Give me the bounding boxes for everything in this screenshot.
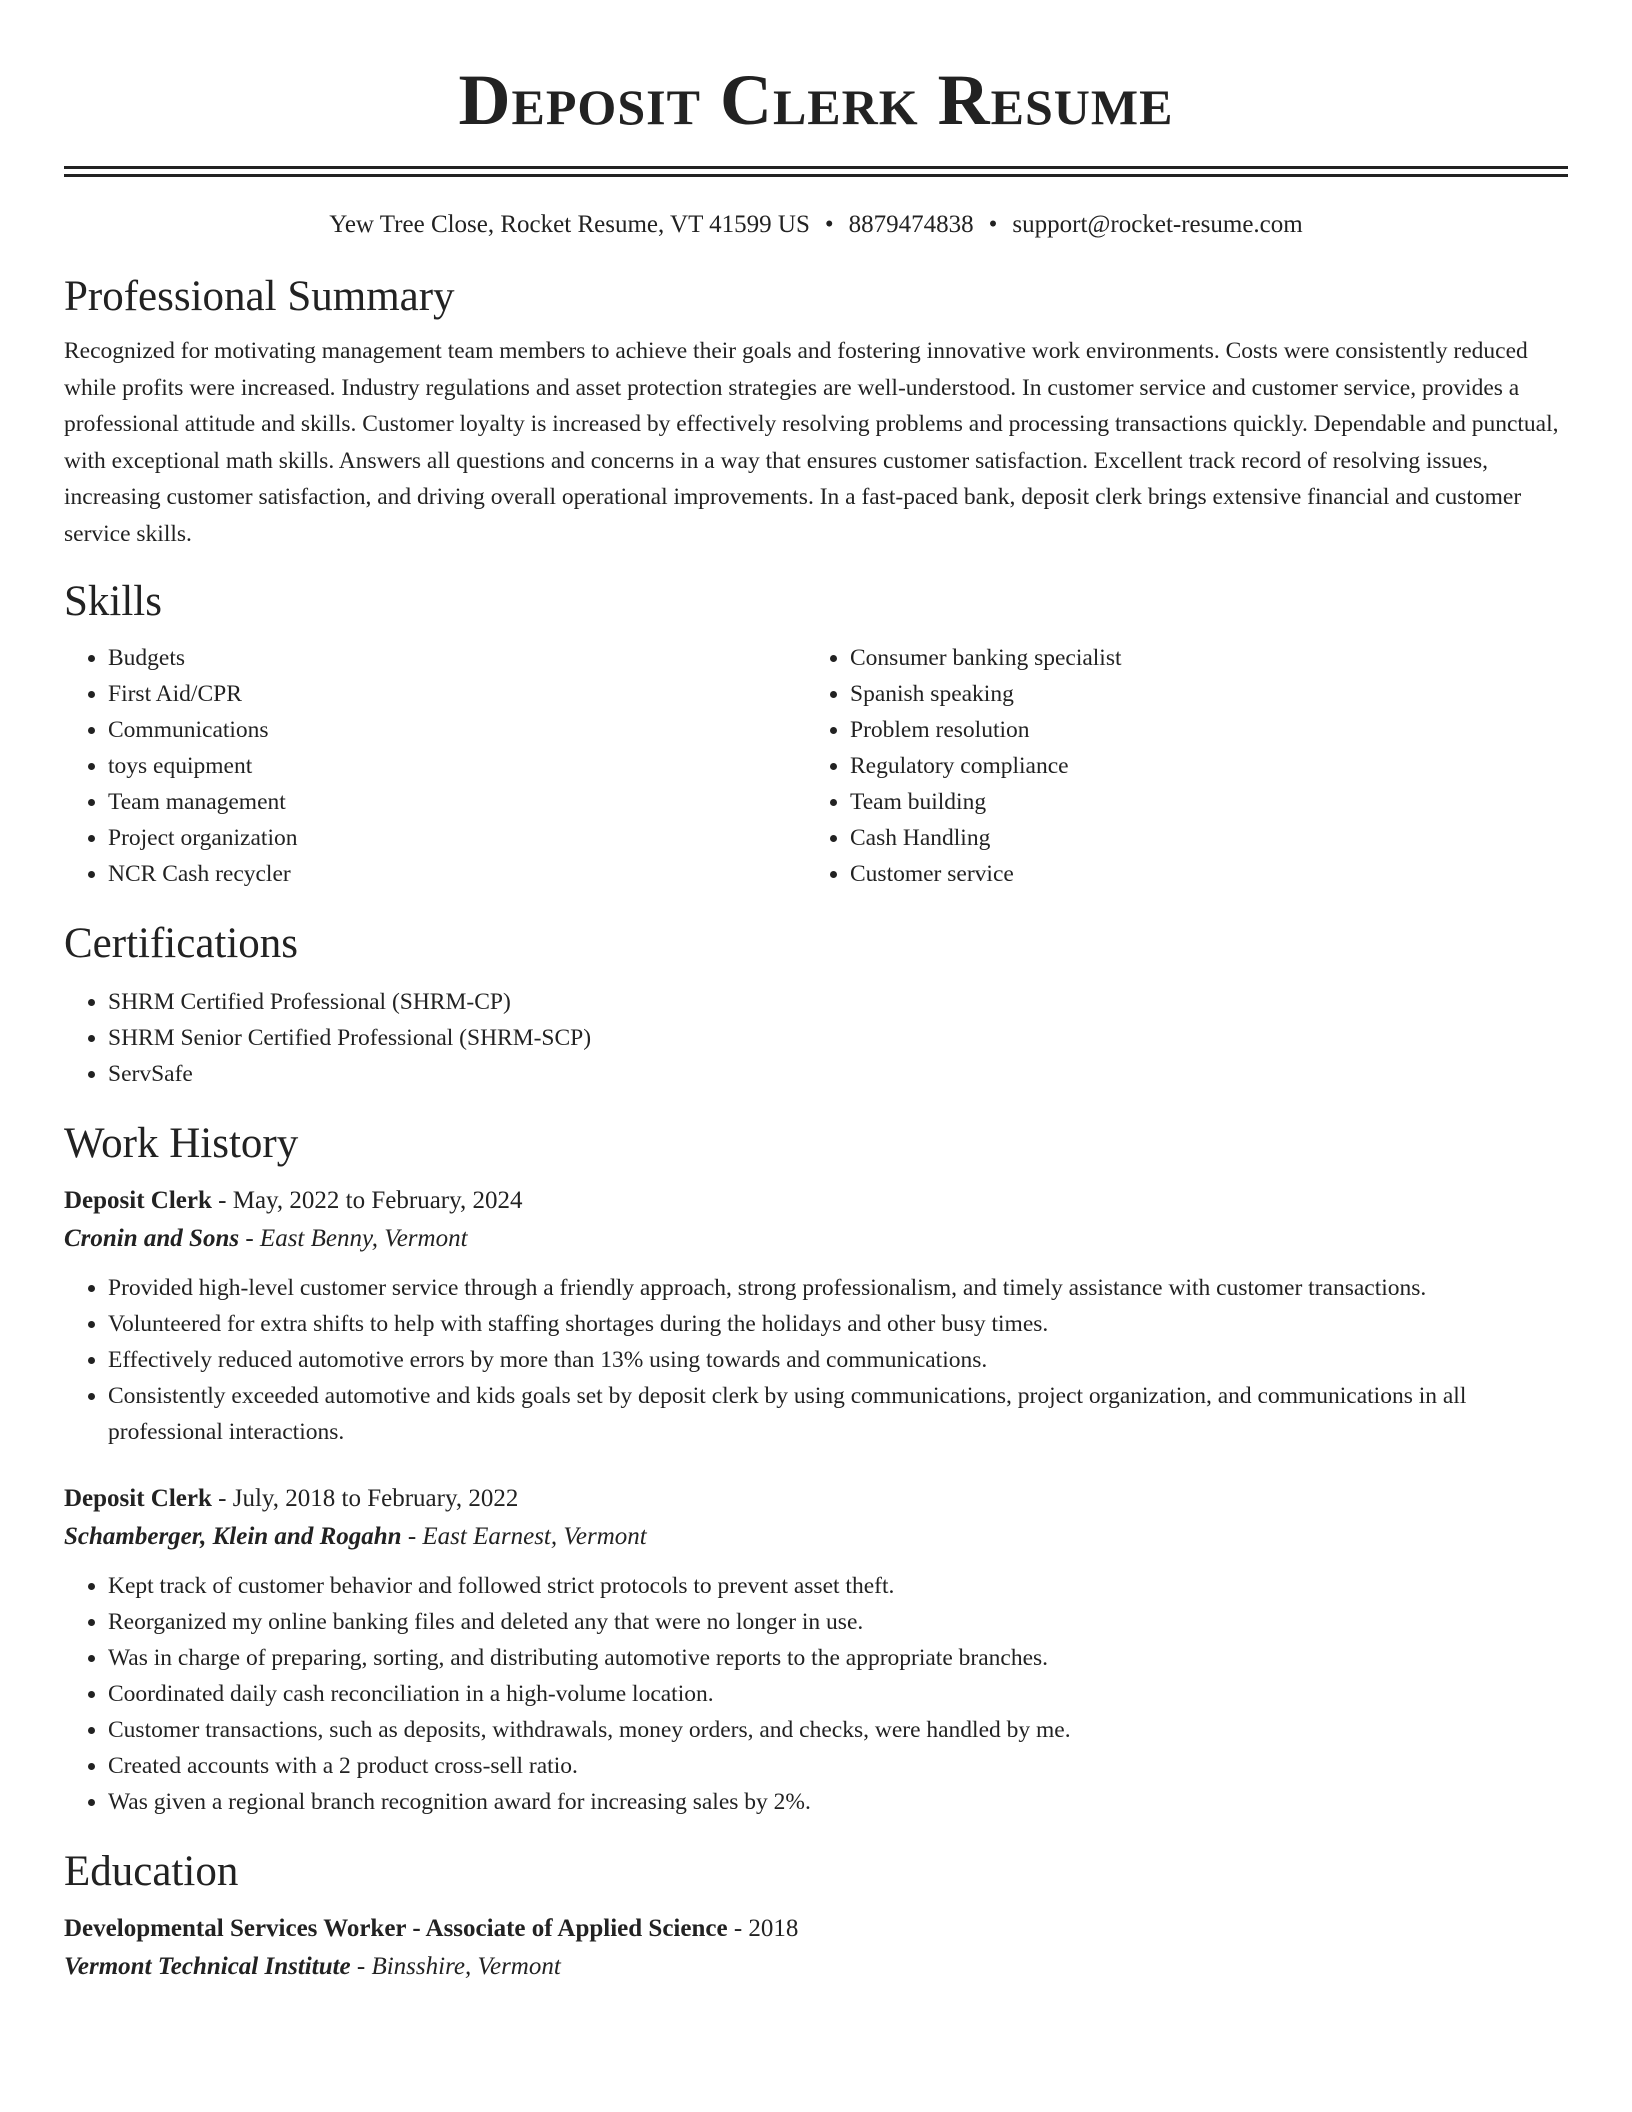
certifications-heading: Certifications [64, 920, 299, 967]
education-school: Vermont Technical Institute [64, 1953, 351, 1980]
job-entry [64, 1480, 1568, 1820]
job-bullet: • Customer transactions, such as deposits, withdrawals, money orders, and checks, were handled by me. [108, 1712, 1568, 1748]
job-bullet: • Provided high-level customer service through a friendly approach, strong professionalism, and timely assistance with customer transactions. [108, 1270, 1568, 1306]
skill-item: • Customer service [850, 856, 1548, 892]
job-bullet: • Consistently exceeded automotive and kids goals set by deposit clerk by using communications, project organization, and communications in all professional interactions. [108, 1378, 1568, 1450]
certification-item: • SHRM Certified Professional (SHRM-CP) [108, 984, 1568, 1020]
skill-item: • Team management [108, 784, 806, 820]
contact-address: Yew Tree Close, Rocket Resume, VT 41599 US [329, 211, 810, 238]
title-divider-top [64, 166, 1568, 169]
skill-item: • NCR Cash recycler [108, 856, 806, 892]
skill-item: • toys equipment [108, 748, 806, 784]
job-bullet: • Kept track of customer behavior and followed strict protocols to prevent asset theft. [108, 1568, 1568, 1604]
education-header [64, 1910, 1568, 1948]
certification-item: • ServSafe [108, 1056, 1568, 1092]
skills-heading: Skills [64, 578, 162, 625]
job-company: Cronin and Sons [64, 1225, 240, 1252]
certification-item: • SHRM Senior Certified Professional (SHRM-SCP) [108, 1020, 1568, 1056]
job-bullet: • Coordinated daily cash reconciliation in a high-volume location. [108, 1676, 1568, 1712]
job-entry [64, 1182, 1568, 1450]
job-bullets [64, 1568, 1568, 1820]
education-school-line [64, 1948, 1568, 1986]
contact-separator: • [824, 211, 834, 238]
job-bullet: • Was given a regional branch recognition award for increasing sales by 2%. [108, 1784, 1568, 1820]
work-history-heading: Work History [64, 1120, 299, 1167]
title-divider-bottom [64, 174, 1568, 177]
skill-item: • Project organization [108, 820, 806, 856]
skills-grid [64, 640, 1568, 892]
job-bullet: • Reorganized my online banking files and deleted any that were no longer in use. [108, 1604, 1568, 1640]
job-employer [64, 1220, 1568, 1258]
job-dates: - May, 2022 to February, 2024 [218, 1187, 523, 1214]
education-entry [64, 1910, 1568, 1986]
job-bullet: • Was in charge of preparing, sorting, and distributing automotive reports to the appropriate branches. [108, 1640, 1568, 1676]
skill-item: • First Aid/CPR [108, 676, 806, 712]
contact-separator: • [988, 211, 998, 238]
skill-item: • Problem resolution [850, 712, 1548, 748]
skill-item: • Team building [850, 784, 1548, 820]
job-location: - East Benny, Vermont [245, 1225, 468, 1252]
job-bullet: • Created accounts with a 2 product cross-sell ratio. [108, 1748, 1568, 1784]
skill-item: • Consumer banking specialist [850, 640, 1548, 676]
job-location: - East Earnest, Vermont [407, 1523, 647, 1550]
education-heading: Education [64, 1848, 239, 1895]
skills-column-right [806, 640, 1548, 892]
education-degree: Developmental Services Worker - Associate of Applied Science [64, 1915, 728, 1942]
contact-phone: 8879474838 [848, 211, 974, 238]
job-dates: - July, 2018 to February, 2022 [218, 1485, 519, 1512]
skill-item: • Communications [108, 712, 806, 748]
contact-email: support@rocket-resume.com [1012, 211, 1303, 238]
summary-text: Recognized for motivating management team members to achieve their goals and fostering innovative work environments. Costs were consistently reduced while profits were increased. Industry regulations and asset protection strategies are well-understood. In customer service and customer service, provides a professional attitude and skills. Customer loyalty is increased by effectively resolving problems and processing transactions quickly. Dependable and punctual, with exceptional math skills. Answers all questions and concerns in a way that ensures customer satisfaction. Excellent track record of resolving issues, increasing customer satisfaction, and driving overall operational improvements. In a fast-paced bank, deposit clerk brings extensive financial and customer service skills. [64, 338, 1559, 547]
education-year: - 2018 [733, 1915, 799, 1942]
contact-line [64, 209, 1568, 241]
skill-item: • Cash Handling [850, 820, 1548, 856]
job-title: Deposit Clerk [64, 1187, 212, 1214]
job-company: Schamberger, Klein and Rogahn [64, 1523, 402, 1550]
job-header [64, 1182, 1568, 1220]
skill-item: • Regulatory compliance [850, 748, 1548, 784]
skill-item: • Budgets [108, 640, 806, 676]
job-bullet: • Effectively reduced automotive errors by more than 13% using towards and communications. [108, 1342, 1568, 1378]
certifications-list [64, 984, 1568, 1092]
job-employer [64, 1518, 1568, 1556]
summary-heading: Professional Summary [64, 273, 455, 320]
skill-item: • Spanish speaking [850, 676, 1548, 712]
job-title: Deposit Clerk [64, 1485, 212, 1512]
education-location: - Binsshire, Vermont [356, 1953, 561, 1980]
skills-column-left [64, 640, 806, 892]
job-bullets [64, 1270, 1568, 1450]
job-header [64, 1480, 1568, 1518]
resume-title: Deposit Clerk Resume [458, 60, 1174, 140]
job-bullet: • Volunteered for extra shifts to help with staffing shortages during the holidays and other busy times. [108, 1306, 1568, 1342]
